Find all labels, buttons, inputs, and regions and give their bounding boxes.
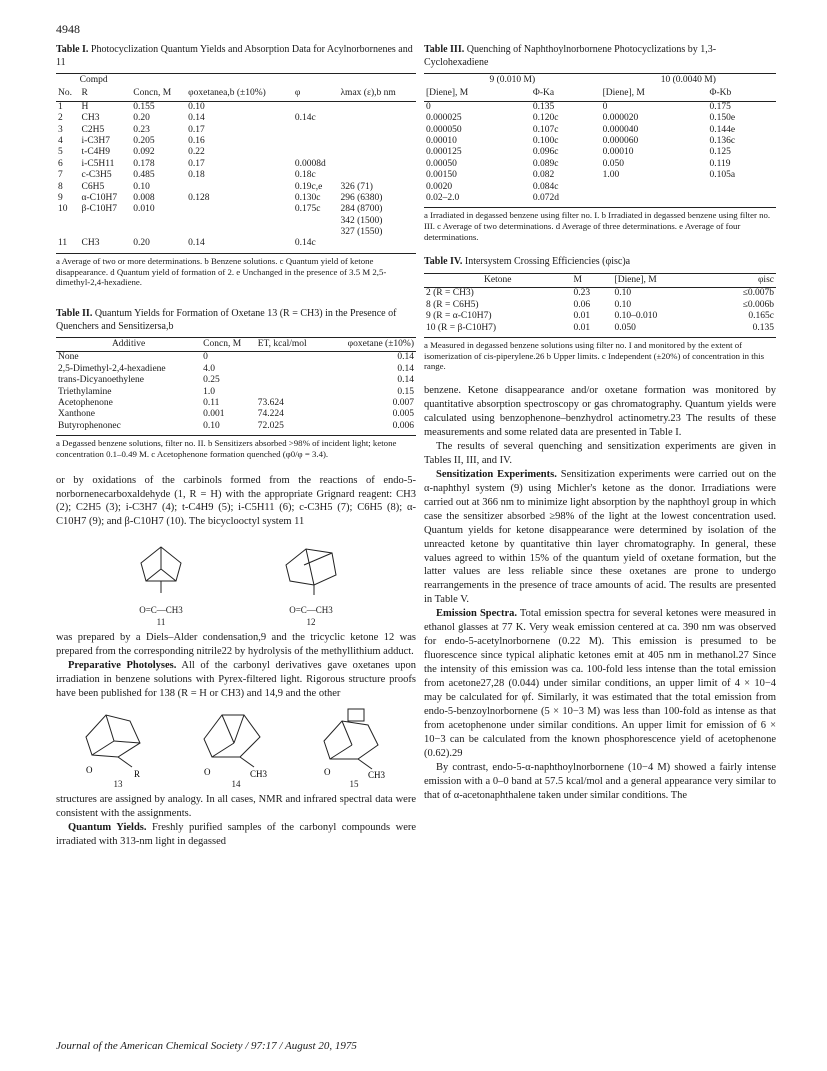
table3-cell: 0.107c bbox=[532, 124, 559, 135]
table1-cell: 9 bbox=[58, 192, 63, 203]
table4-head-m: M bbox=[573, 274, 582, 285]
table1-row bbox=[56, 125, 416, 136]
table1-cell: 11 bbox=[58, 238, 68, 249]
table4-row bbox=[424, 300, 776, 311]
table4-cell: 0.165c bbox=[748, 311, 774, 322]
table1-cell: 4 bbox=[58, 135, 63, 146]
table3-cell: 0 bbox=[602, 101, 608, 112]
table2-row bbox=[56, 387, 416, 398]
table1-cell bbox=[56, 227, 80, 238]
table1-cell: 284 (8700) bbox=[340, 204, 383, 215]
table3-head-phi1: Φ-Ka bbox=[532, 88, 555, 99]
table1-cell: i-C3H7 bbox=[81, 135, 111, 146]
table2-cell: 0.14 bbox=[397, 352, 414, 363]
table2-head-concn: Concn, M bbox=[203, 339, 242, 350]
table1-cell: H bbox=[81, 101, 89, 112]
table4-cell: 0.050 bbox=[614, 322, 636, 333]
left-paragraph-3: Preparative Photolyses. All of the carbonyl derivatives gave oxetanes upon irradiation in benzene solutions with Pyrex-filtered light. Rigorous structure proofs have been published for 138 (R = H or CH3) and 14,9 and the other bbox=[56, 660, 416, 699]
table2-cell: 0.005 bbox=[392, 409, 414, 420]
table1-cell: 3 bbox=[58, 124, 63, 135]
table1-cell: CH3 bbox=[81, 238, 100, 249]
table2-cell: None bbox=[58, 352, 79, 363]
table1-cell: α-C10H7 bbox=[81, 192, 118, 203]
table1-footnote: a Average of two or more determinations. b Benzene solutions. c Quantum yield of ketone disappearance. d Quantum yield of formation of 2. e Unchanged in the presence of 3.5 M 2,5-dimethyl-2,4-hexadiene. bbox=[56, 253, 416, 288]
table1-cell: 8 bbox=[58, 181, 63, 192]
table1-row bbox=[56, 238, 416, 249]
table2-footnote: a Degassed benzene solutions, filter no. II. b Sensitizers absorbed >98% of incident light; ketone concentration 0.1–0.49 M. c Acetophenone formation quenched (φ0/φ = 3.4). bbox=[56, 435, 416, 459]
table3-body bbox=[424, 101, 776, 204]
table1-cell: 0.20 bbox=[133, 238, 150, 249]
table2-grid bbox=[56, 337, 416, 432]
table2-cell bbox=[256, 375, 325, 386]
table1-cell: 296 (6380) bbox=[340, 192, 383, 203]
table1-cell: 0.14c bbox=[294, 238, 316, 249]
table1-row bbox=[56, 159, 416, 170]
table4-cell: 0.135 bbox=[752, 322, 774, 333]
table4-cell: 0.10–0.010 bbox=[614, 311, 658, 322]
table3-cell: 0.02–2.0 bbox=[426, 192, 460, 203]
table1-head-oxetane: φoxetanea,b (±10%) bbox=[188, 88, 266, 99]
table3-cell: 0.082 bbox=[532, 170, 555, 181]
table2-head-oxetane: φoxetane (±10%) bbox=[347, 339, 414, 350]
table2-cell: 2,5-Dimethyl-2,4-hexadiene bbox=[58, 363, 166, 374]
table1-cell bbox=[293, 125, 339, 136]
table1-cell: 0.16 bbox=[188, 135, 205, 146]
table2-row bbox=[56, 352, 416, 364]
table2-cell: 0.10 bbox=[203, 420, 220, 431]
table3-head-diene2: [Diene], M bbox=[602, 88, 645, 99]
table4-cell: 0.01 bbox=[573, 311, 591, 322]
table3-cell: 0.000040 bbox=[602, 124, 639, 135]
table4-head-isc: φisc bbox=[757, 274, 774, 285]
table4-row bbox=[424, 288, 776, 300]
table2-cell: 0.14 bbox=[397, 375, 414, 386]
table1-cell: 0.20 bbox=[133, 113, 150, 124]
table2-cell: Butyrophenonec bbox=[58, 420, 121, 431]
left-paragraph-2: was prepared by a Diels–Alder condensation,9 and the tricyclic ketone 12 was prepared from the corresponding nitrile22 by hydrolysis of the methyllithium adduct. bbox=[56, 632, 416, 658]
table1-row bbox=[56, 216, 416, 227]
table2-row bbox=[56, 398, 416, 409]
table3-row bbox=[424, 147, 776, 158]
table1-cell bbox=[338, 113, 416, 124]
table1-cell: 0.10 bbox=[133, 181, 150, 192]
table3-cell: 0.150e bbox=[709, 113, 736, 124]
table1-row bbox=[56, 193, 416, 204]
table3-row bbox=[424, 113, 776, 124]
table3-row bbox=[424, 159, 776, 170]
right-body-text bbox=[424, 384, 776, 803]
structure-11-label: 11 bbox=[156, 617, 166, 628]
table1-cell: 0.155 bbox=[133, 101, 155, 112]
table2-caption: Table II. Quantum Yields for Formation of Oxetane 13 (R = CH3) in the Presence of Quenchers and Sensitizersa,b bbox=[56, 308, 397, 332]
table2-row bbox=[56, 364, 416, 375]
table3 bbox=[424, 44, 776, 242]
table1-cell: 0.175c bbox=[294, 204, 321, 215]
table1-cell: 0.14 bbox=[188, 238, 205, 249]
oxetane-15-methyl: CH3 bbox=[368, 769, 386, 779]
table1-cell bbox=[186, 216, 293, 227]
table1-cell: 5 bbox=[58, 147, 63, 158]
table1-cell: 7 bbox=[58, 170, 63, 181]
table1-row bbox=[56, 136, 416, 147]
table1-cell bbox=[56, 216, 80, 227]
tricyclic-ketone-diagram bbox=[266, 535, 356, 605]
table4-grid bbox=[424, 273, 776, 334]
table1-cell: 0.130c bbox=[294, 192, 321, 203]
table1-caption: Table I. Photocyclization Quantum Yields and Absorption Data for Acylnorbornenes and 11 bbox=[56, 44, 413, 68]
table1-cell bbox=[80, 227, 132, 238]
table3-cell: 0.000060 bbox=[602, 135, 639, 146]
table4-row bbox=[424, 311, 776, 322]
table1-cell: C2H5 bbox=[81, 124, 105, 135]
table1-body bbox=[56, 101, 416, 250]
table1 bbox=[56, 44, 416, 288]
table3-cell: 0.136c bbox=[709, 135, 736, 146]
right-paragraph-5: By contrast, endo-5-α-naphthoylnorbornene (10−4 M) showed a fairly intense emission with a 0–0 band at 57.5 kcal/mol and a general appearance very similar to that of α-acetonaphthalene taken under similar conditions. The bbox=[424, 761, 776, 801]
table1-cell: 10 bbox=[58, 204, 68, 215]
table3-footnote: a Irradiated in degassed benzene using filter no. I. b Irradiated in degassed benzene using filter no. III. c Average of two determinations. d Average of three determinations. e Average of four determinations. bbox=[424, 207, 776, 242]
table1-cell: 0.485 bbox=[133, 170, 155, 181]
table4-body bbox=[424, 288, 776, 334]
structure-12-label: 12 bbox=[306, 617, 316, 628]
table4-head-diene: [Diene], M bbox=[614, 274, 657, 285]
table1-cell: c-C3H5 bbox=[81, 170, 112, 181]
structure-15-label: 15 bbox=[349, 778, 359, 789]
table2-row bbox=[56, 421, 416, 432]
table1-cell bbox=[80, 216, 132, 227]
right-paragraph-2: The results of several quenching and sensitization experiments are given in Tables II, III, and IV. bbox=[424, 440, 776, 466]
table3-group-9: 9 (0.010 M) bbox=[489, 75, 536, 85]
table1-cell: 0.0008d bbox=[294, 158, 326, 169]
table1-cell bbox=[293, 147, 339, 158]
table1-cell: 2 bbox=[58, 113, 63, 124]
table1-head-phi: φ bbox=[294, 88, 301, 99]
table3-cell: 0.100c bbox=[532, 135, 559, 146]
table1-cell: 0.10 bbox=[188, 101, 205, 112]
table1-cell bbox=[338, 170, 416, 181]
structure-12-group: O=C—CH3 bbox=[289, 605, 333, 616]
table3-row bbox=[424, 101, 776, 113]
table1-row bbox=[56, 204, 416, 215]
table4-head-ketone: Ketone bbox=[484, 274, 512, 285]
structure-14-label: 14 bbox=[231, 778, 241, 789]
table1-row bbox=[56, 227, 416, 238]
table1-cell: 0.010 bbox=[133, 204, 155, 215]
table1-cell bbox=[338, 101, 416, 113]
table2-cell: 0 bbox=[203, 352, 208, 363]
table1-head-no: No. bbox=[58, 88, 72, 99]
table1-cell: C6H5 bbox=[81, 181, 105, 192]
table1-cell: 342 (1500) bbox=[340, 215, 383, 226]
structures-13-15 bbox=[56, 707, 416, 791]
table4-cell: 0.23 bbox=[573, 288, 591, 299]
table1-cell bbox=[186, 227, 293, 238]
oxetane-14-oxygen: O bbox=[204, 766, 211, 777]
table2-row bbox=[56, 409, 416, 420]
table1-cell: CH3 bbox=[81, 113, 100, 124]
table2-cell bbox=[256, 364, 325, 375]
table3-cell: 0.000125 bbox=[426, 147, 462, 158]
table2-cell: 4.0 bbox=[203, 363, 216, 374]
table3-grid bbox=[424, 73, 776, 204]
table1-cell bbox=[293, 136, 339, 147]
table3-cell bbox=[708, 193, 776, 204]
table1-cell: i-C5H11 bbox=[81, 158, 115, 169]
left-paragraph-4: structures are assigned by analogy. In all cases, NMR and infrared spectral data were consistent with the assignments. bbox=[56, 793, 416, 819]
table1-head-compd: Compd bbox=[79, 75, 108, 85]
table1-cell bbox=[293, 101, 339, 113]
oxetane-13-diagram bbox=[76, 707, 160, 779]
left-paragraph-5: Quantum Yields. Freshly purified samples of the carbonyl compounds were irradiated with 313-nm light in degassed bbox=[56, 821, 417, 847]
right-paragraph-3: Sensitization Experiments. Sensitization experiments were carried out on the α-naphthyl system (9) using Michler's ketone as the donor. Irradiations were carried out at 366 nm to minimize light absorption by the naphthoyl group in which case the sensitizer absorbed ≥98% of the light at the lowest concentration used. Quantum yields for ketone disappearance were determined by isolation of the unreacted ketone by quantitative thin layer chromatography. In general, these values agreed to within 15% of the quantum yield of oxetane formation, but the latter values are less reliable since these oxetanes are prone to undergo rearrangements in the presence of trace amounts of acid. The results are presented in Table V. bbox=[424, 468, 776, 606]
table3-head-diene1: [Diene], M bbox=[426, 88, 469, 99]
table2-cell: 73.624 bbox=[257, 397, 284, 408]
table1-head-lambda: λmax (ε),b nm bbox=[340, 88, 396, 99]
table3-cell: 0.175 bbox=[709, 101, 731, 112]
table4-cell: ≤0.007b bbox=[742, 288, 774, 299]
table1-cell: 0.19c,e bbox=[294, 181, 323, 192]
table2-cell: Triethylamine bbox=[58, 386, 112, 397]
table1-cell: 1 bbox=[58, 101, 63, 112]
table3-head-phi2: Φ-Kb bbox=[709, 88, 732, 99]
table2-cell: 72.025 bbox=[257, 420, 284, 431]
table3-cell: 0.144e bbox=[709, 124, 736, 135]
table2-cell: 74.224 bbox=[257, 409, 284, 420]
table2-cell: 0.15 bbox=[397, 386, 414, 397]
oxetane-14-methyl: CH3 bbox=[250, 768, 268, 779]
table1-cell bbox=[186, 182, 293, 193]
structure-14 bbox=[194, 707, 278, 791]
table3-cell: 0.00050 bbox=[426, 158, 457, 169]
table3-cell: 0.0020 bbox=[426, 181, 453, 192]
table2-body bbox=[56, 352, 416, 432]
table3-cell: 0.084c bbox=[532, 181, 559, 192]
table1-row bbox=[56, 101, 416, 113]
table3-cell bbox=[601, 193, 708, 204]
table3-cell: 0.000050 bbox=[426, 124, 462, 135]
table3-cell: 1.00 bbox=[602, 170, 620, 181]
table1-row bbox=[56, 113, 416, 124]
table1-cell: 327 (1550) bbox=[340, 227, 383, 238]
journal-footer: Journal of the American Chemical Society / 97:17 / August 20, 1975 bbox=[56, 1040, 357, 1052]
table1-cell bbox=[338, 159, 416, 170]
structure-11-group: O=C—CH3 bbox=[139, 605, 183, 616]
table1-cell: 0.14 bbox=[188, 113, 205, 124]
table2-cell bbox=[256, 387, 325, 398]
table1-cell: 0.092 bbox=[133, 147, 155, 158]
table3-row bbox=[424, 193, 776, 204]
table1-row bbox=[56, 170, 416, 181]
left-body-text bbox=[56, 474, 416, 849]
table1-cell: β-C10H7 bbox=[81, 204, 117, 215]
oxetane-15-diagram bbox=[312, 707, 396, 779]
table3-cell: 0 bbox=[426, 101, 431, 112]
table1-cell bbox=[338, 147, 416, 158]
table3-cell: 0.119 bbox=[709, 158, 731, 169]
table2-head-additive: Additive bbox=[111, 339, 146, 350]
table3-row bbox=[424, 182, 776, 193]
table1-cell: 0.17 bbox=[188, 124, 205, 135]
table1-row bbox=[56, 147, 416, 158]
table3-cell: 0.000025 bbox=[426, 113, 462, 124]
table1-cell: 326 (71) bbox=[340, 181, 373, 192]
structure-12 bbox=[266, 535, 356, 629]
table2-cell bbox=[256, 352, 325, 364]
table4-cell: 0.10 bbox=[614, 299, 632, 310]
table3-cell: 0.105a bbox=[709, 170, 736, 181]
table3-group-10: 10 (0.0040 M) bbox=[660, 75, 716, 85]
table3-cell bbox=[601, 182, 708, 193]
table4-cell: 10 (R = β-C10H7) bbox=[426, 322, 497, 333]
table2-row bbox=[56, 375, 416, 386]
table1-head-r: R bbox=[81, 88, 88, 99]
table1-cell: 0.22 bbox=[188, 147, 205, 158]
table1-head-concn: Concn, M bbox=[133, 88, 172, 99]
table3-cell: 0.135 bbox=[532, 101, 555, 112]
table4-cell: ≤0.006b bbox=[742, 299, 774, 310]
table3-cell: 0.096c bbox=[532, 147, 559, 158]
structure-15 bbox=[312, 707, 396, 791]
table1-cell bbox=[338, 238, 416, 249]
table2 bbox=[56, 308, 416, 460]
table2-head-et: ET, kcal/mol bbox=[257, 339, 307, 350]
table1-cell bbox=[293, 216, 339, 227]
table1-cell bbox=[338, 125, 416, 136]
table1-row bbox=[56, 182, 416, 193]
oxetane-14-diagram bbox=[194, 707, 278, 779]
structures-11-12 bbox=[56, 535, 416, 629]
table1-cell: 0.18 bbox=[188, 170, 205, 181]
right-column bbox=[424, 44, 776, 803]
table3-cell: 0.000020 bbox=[602, 113, 639, 124]
table3-cell: 0.00150 bbox=[426, 170, 457, 181]
oxetane-15-oxygen: O bbox=[324, 766, 331, 777]
table2-cell: Xanthone bbox=[58, 409, 95, 420]
table4-caption: Table IV. Intersystem Crossing Efficiencies (φisc)a bbox=[424, 256, 631, 268]
table3-caption: Table III. Quenching of Naphthoylnorbornene Photocyclizations by 1,3-Cyclohexadiene bbox=[424, 44, 717, 68]
table3-row bbox=[424, 170, 776, 181]
table3-cell: 0.00010 bbox=[602, 147, 634, 158]
table1-cell: 0.23 bbox=[133, 124, 150, 135]
table3-cell: 0.00010 bbox=[426, 135, 457, 146]
table2-cell: Acetophenone bbox=[58, 397, 113, 408]
table4 bbox=[424, 256, 776, 372]
table4-cell: 0.06 bbox=[573, 299, 591, 310]
left-paragraph-1: or by oxidations of the carbinols formed from the reactions of endo-5-norbornenecarboxaldehyde (1, R = H) with the appropriate Grignard reagent: CH3 (2); C2H5 (3); i-C3H7 (4); t-C4H9 (5); i-C5H11 (6); c-C3H5 (7); C6H5 (8); α-C10H7 (9); and β-C10H7 (10). The bicyclooctyl system 11 bbox=[56, 474, 416, 528]
table4-cell: 2 (R = CH3) bbox=[426, 288, 474, 299]
structure-13-label: 13 bbox=[113, 778, 123, 789]
table2-cell: 0.007 bbox=[392, 397, 414, 408]
table2-cell: 0.11 bbox=[203, 397, 220, 408]
table4-footnote: a Measured in degassed benzene solutions using filter no. I and monitored by the extent of isomerization of cis-piperylene.26 b Upper limits. c Independent (±20%) of concentration in this range. bbox=[424, 337, 776, 372]
table1-cell bbox=[338, 136, 416, 147]
table1-cell: t-C4H9 bbox=[81, 147, 111, 158]
oxetane-13-oxygen: O bbox=[86, 764, 93, 775]
left-column bbox=[56, 44, 416, 849]
right-paragraph-4: Emission Spectra. Total emission spectra for several ketones were measured in ethanol glasses at 77 K. Very weak emission centered at ca. 390 nm was observed for endo-5-acetylnorbornene (0.22 M). This emission is presumed to be fluorescence since typical aliphatic ketones emit at 405 nm in methanol.27 Since the intensity of this emission was ca. 100-fold less intense than the total emission from acetone27,28 (0.044) under similar conditions, an upper limit of 4 × 10−4 may be calculated for φf. Similarly, it was estimated that the total emission from endo-5-benzoylnorbornene (5 × 10−3 M) was less than 100-fold as intense as that from acetophenone under similar conditions. An upper limit for emission of 6 × 10−3 can be calculated from the known phosphorescence yield of acetophenone (0.62).29 bbox=[424, 608, 776, 759]
table3-cell: 0.089c bbox=[532, 158, 559, 169]
table4-cell: 0.10 bbox=[614, 288, 632, 299]
table1-cell bbox=[131, 216, 186, 227]
table2-cell: 0.25 bbox=[203, 375, 220, 386]
table2-cell: 0.14 bbox=[397, 363, 414, 374]
table3-row bbox=[424, 125, 776, 136]
structure-13 bbox=[76, 707, 160, 791]
table3-cell: 0.072d bbox=[532, 192, 560, 203]
table1-grid bbox=[56, 73, 416, 250]
table1-cell: 0.17 bbox=[188, 158, 205, 169]
oxetane-13-r: R bbox=[134, 768, 141, 779]
table2-cell: 1.0 bbox=[203, 386, 216, 397]
table3-row bbox=[424, 136, 776, 147]
right-paragraph-1: benzene. Ketone disappearance and/or oxetane formation was monitored by quantitative absorption spectroscopy or gas chromatography. Quantum yields were calculated using benzophenone–benzhydrol actinometry.23 The results of these measurements and some related data are presented in Table I. bbox=[424, 385, 776, 438]
table4-cell: 8 (R = C6H5) bbox=[426, 299, 479, 310]
table1-cell: 0.128 bbox=[188, 192, 210, 203]
table1-cell: 0.205 bbox=[133, 135, 155, 146]
table3-cell: 0.050 bbox=[602, 158, 624, 169]
table1-cell bbox=[131, 227, 186, 238]
table1-cell: 0.18c bbox=[294, 170, 316, 181]
page-number: 4948 bbox=[56, 22, 80, 36]
table2-cell: 0.006 bbox=[392, 420, 414, 431]
table3-cell bbox=[708, 182, 776, 193]
table2-cell: trans-Dicyanoethylene bbox=[58, 375, 144, 386]
table1-cell: 0.008 bbox=[133, 192, 155, 203]
bicyclooctyl-diagram bbox=[116, 535, 206, 605]
table1-cell: 0.14c bbox=[294, 113, 316, 124]
structure-11 bbox=[116, 535, 206, 629]
table3-cell: 0.120c bbox=[532, 113, 559, 124]
table4-cell: 0.01 bbox=[573, 322, 591, 333]
table3-cell: 0.125 bbox=[709, 147, 731, 158]
table4-cell: 9 (R = α-C10H7) bbox=[426, 311, 492, 322]
table4-row bbox=[424, 323, 776, 334]
table1-cell bbox=[293, 227, 339, 238]
table1-cell bbox=[186, 204, 293, 215]
table2-cell: 0.001 bbox=[203, 409, 225, 420]
table1-cell: 0.178 bbox=[133, 158, 155, 169]
table1-cell: 6 bbox=[58, 158, 63, 169]
